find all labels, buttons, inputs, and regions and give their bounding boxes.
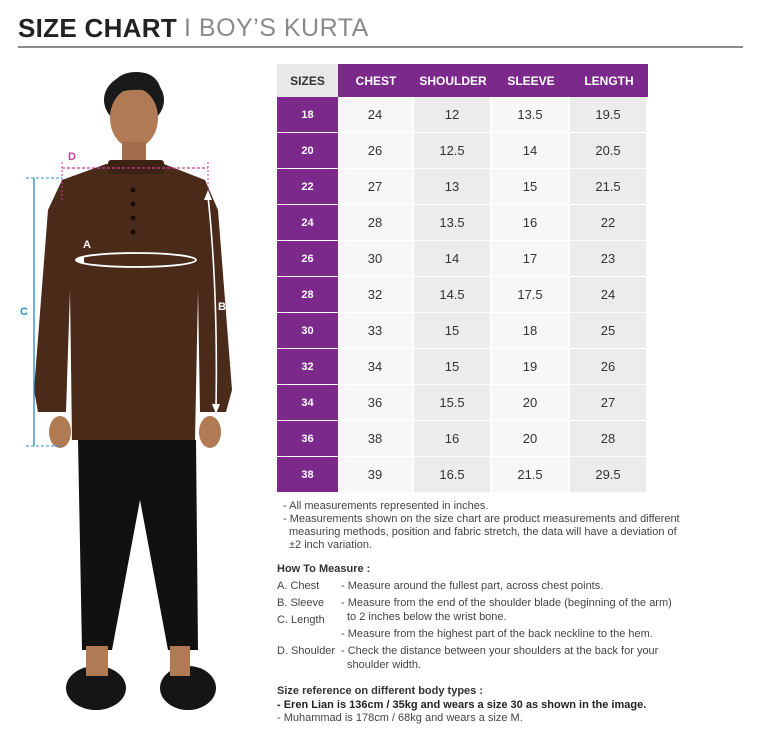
note-line: ±2 inch variation. [289,539,373,551]
shoulder-cell: 16.5 [414,457,492,493]
length-cell: 23 [570,241,648,277]
page-subtitle: I BOY’S KURTA [184,14,369,42]
length-cell: 29.5 [570,457,648,493]
length-cell: 21.5 [570,169,648,205]
sleeve-cell: 15 [492,169,570,205]
kurta-shirt [34,160,232,440]
shoulder-cell: 14.5 [414,277,492,313]
length-cell: 28 [570,421,648,457]
size-cell: 30 [277,313,338,349]
table-row [277,133,648,169]
header-length: LENGTH [570,64,648,97]
sleeve-label: B. Sleeve [277,597,325,609]
title-bar [18,12,743,48]
shoulder-label: D. Shoulder [277,645,336,657]
length-cell: 24 [570,277,648,313]
marker-c-label: C [20,306,28,318]
reference-title: Size reference on different body types : [277,685,483,697]
shoulder-cell: 14 [414,241,492,277]
size-table [277,64,648,493]
shoulder-text: - Check the distance between your shoulders at the back for your [341,645,659,657]
chest-cell: 27 [338,169,414,205]
size-cell: 18 [277,97,338,133]
sleeve-cell: 14 [492,133,570,169]
sleeve-cell: 21.5 [492,457,570,493]
marker-b-label: B [218,301,226,313]
shoulder-cell: 15.5 [414,385,492,421]
table-header-row [277,64,648,97]
reference-line-1: - Eren Lian is 136cm / 35kg and wears a size 30 as shown in the image. [277,699,647,711]
length-cell: 26 [570,349,648,385]
chest-cell: 39 [338,457,414,493]
size-cell: 20 [277,133,338,169]
table-row [277,277,648,313]
page-title: SIZE CHART [18,13,177,43]
shoulder-cell: 15 [414,313,492,349]
size-cell: 38 [277,457,338,493]
model-figure [0,60,270,744]
chest-label: A. Chest [277,580,320,592]
sleeve-cell: 20 [492,421,570,457]
sleeve-cell: 13.5 [492,97,570,133]
sleeve-text: - Measure from the end of the shoulder blade (beginning of the arm) [341,597,672,609]
size-cell: 24 [277,205,338,241]
table-row [277,205,648,241]
sleeve-cell: 20 [492,385,570,421]
table-row [277,349,648,385]
sleeve-cell: 19 [492,349,570,385]
header-shoulder: SHOULDER [414,64,492,97]
chest-cell: 34 [338,349,414,385]
chest-cell: 26 [338,133,414,169]
sleeve-cell: 17 [492,241,570,277]
size-cell: 32 [277,349,338,385]
marker-a-label: A [83,239,91,251]
chest-cell: 33 [338,313,414,349]
shoulder-cell: 13.5 [414,205,492,241]
chest-cell: 36 [338,385,414,421]
sleeve-cell: 17.5 [492,277,570,313]
measurement-notes [283,500,733,552]
note-line: - All measurements represented in inches. [283,500,489,512]
reference-line-2: - Muhammad is 178cm / 68kg and wears a size M. [277,712,523,724]
header-sizes: SIZES [277,64,338,97]
header-sleeve: SLEEVE [492,64,570,97]
sleeve-cell: 16 [492,205,570,241]
table-row [277,421,648,457]
note-line: - Measurements shown on the size chart are product measurements and different [283,513,680,525]
table-row [277,241,648,277]
note-line: measuring methods, position and fabric stretch, the data will have a deviation of [289,526,677,538]
shoulder-text-cont: shoulder width. [347,659,421,671]
table-row [277,313,648,349]
sleeve-text-cont: to 2 inches below the wrist bone. [347,611,507,623]
size-cell: 28 [277,277,338,313]
how-to-title: How To Measure : [277,563,371,575]
length-cell: 20.5 [570,133,648,169]
sleeve-cell: 18 [492,313,570,349]
pants [78,440,198,650]
shoulder-cell: 12.5 [414,133,492,169]
chest-cell: 28 [338,205,414,241]
length-text: - Measure from the highest part of the back neckline to the hem. [341,628,653,640]
table-row [277,385,648,421]
shoulder-cell: 16 [414,421,492,457]
length-cell: 19.5 [570,97,648,133]
size-cell: 22 [277,169,338,205]
length-label: C. Length [277,614,325,626]
table-row [277,97,648,133]
size-cell: 34 [277,385,338,421]
length-cell: 22 [570,205,648,241]
chest-cell: 30 [338,241,414,277]
marker-d-label: D [68,151,76,163]
shoulder-cell: 12 [414,97,492,133]
size-cell: 36 [277,421,338,457]
header-chest: CHEST [338,64,414,97]
length-cell: 25 [570,313,648,349]
model-head [104,72,164,164]
chest-cell: 24 [338,97,414,133]
chest-text: - Measure around the fullest part, across chest points. [341,580,604,592]
shoulder-cell: 13 [414,169,492,205]
shoulder-cell: 15 [414,349,492,385]
size-cell: 26 [277,241,338,277]
length-cell: 27 [570,385,648,421]
chest-cell: 38 [338,421,414,457]
table-row [277,457,648,493]
table-row [277,169,648,205]
chest-cell: 32 [338,277,414,313]
